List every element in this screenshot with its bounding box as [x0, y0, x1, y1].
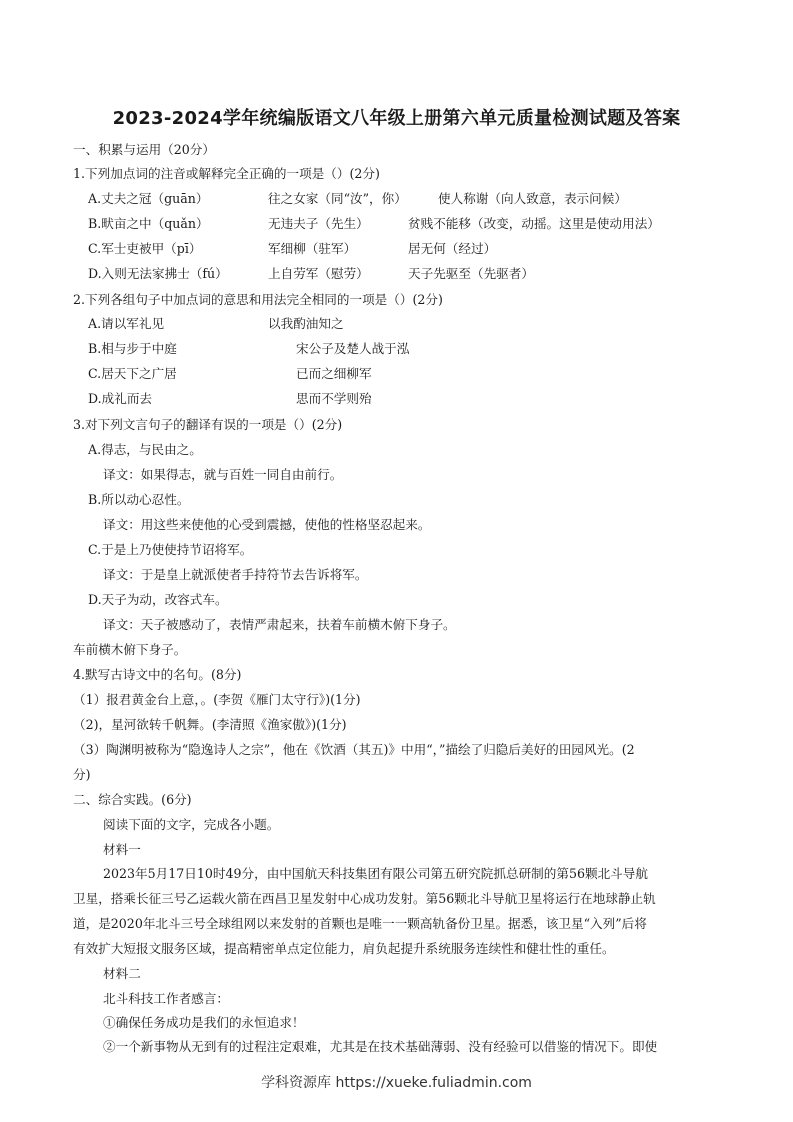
material-1-line-2: 卫星，搭乘长征三号乙运载火箭在西昌卫星发射中心成功发射。第56颗北斗导航卫星将运行在地球静止轨 [73, 891, 656, 906]
q1-option-a2: 往之女家（同“汝”，你） [268, 191, 407, 206]
q1-option-a3: 使人称谢（向人致意，表示问候） [438, 191, 627, 206]
q3-translation-d: 译文：天子被感动了，表情严肃起来，扶着车前横木俯下身子。 [103, 617, 456, 632]
q3-translation-a: 译文：如果得志，就与百姓一同自由前行。 [103, 467, 343, 482]
document-title: 2023-2024学年统编版语文八年级上册第六单元质量检测试题及答案 [112, 108, 681, 129]
q2-option-d1: D.成礼而去 [88, 391, 153, 406]
comment-1: ①确保任务成功是我们的永恒追求！ [103, 1015, 305, 1030]
comment-2: ②一个新事物从无到有的过程注定艰难，尤其是在技术基础薄弱、没有经验可以借鉴的情况下。即使 [103, 1039, 658, 1054]
q3-option-d: D.天子为动，改容式车。 [88, 592, 228, 607]
q2-option-c2: 已而之细柳军 [296, 366, 372, 381]
q2-option-a1: A.请以军礼见 [88, 316, 165, 331]
q1-option-b3: 贫贱不能移（改变，动摇。这里是使动用法） [408, 216, 660, 231]
q4-item-3: （3）陶渊明被称为“隐逸诗人之宗”，他在《饮酒（其五)》中用“，”描绘了归隐后美好的田园风光。(2 [73, 742, 635, 757]
material-1-line-1: 2023年5月17日10时49分，由中国航天科技集团有限公司第五研究院抓总研制的第56颗北斗导航 [103, 866, 648, 881]
q1-option-c2: 军细柳（驻军） [268, 241, 357, 256]
q1-option-b1: B.畎亩之中（quǎn） [88, 216, 209, 231]
q4-item-1: （1）报君黄金台上意，。(李贺《雁门太守行》)(1分) [73, 692, 361, 707]
q1-option-b2: 无违夫子（先生） [268, 216, 369, 231]
question-1: 1.下列加点词的注音或解释完全正确的一项是（）(2分) [73, 166, 380, 181]
q1-option-c3: 居无何（经过） [408, 241, 497, 256]
material-1-line-3: 道，是2020年北斗三号全球组网以来发射的首颗也是唯一一颗高轨备份卫星。据悉，该卫星“入列”后将 [73, 916, 647, 931]
q1-option-d3: 天子先驱至（先驱者） [408, 266, 534, 281]
section-heading-2: 二、综合实践。(6分) [73, 792, 192, 807]
q4-item-2: （2)，星河欲转千帆舞。(李清照《渔家傲》)(1分) [73, 717, 347, 732]
section-heading-1: 一、积累与运用（20分） [73, 142, 215, 157]
q3-option-c: C.于是上乃使使持节诏将军。 [88, 542, 253, 557]
reading-intro: 阅读下面的文字，完成各小题。 [103, 817, 280, 832]
question-3: 3.对下列文言句子的翻译有误的一项是（）(2分) [73, 417, 343, 432]
question-4: 4.默写古诗文中的名句。(8分) [73, 667, 242, 682]
footer-watermark: 学科资源库 https://xueke.fuliadmin.com [261, 1075, 532, 1091]
question-2: 2.下列各组句子中加点词的意思和用法完全相同的一项是（）(2分) [73, 292, 443, 307]
q4-item-3-cont: 分) [73, 767, 91, 782]
q3-extra-line: 车前横木俯下身子。 [73, 642, 187, 657]
q1-option-d2: 上自劳军（慰劳） [268, 266, 369, 281]
q3-translation-c: 译文：于是皇上就派使者手持符节去告诉将军。 [103, 567, 368, 582]
q2-option-b2: 宋公子及楚人战于泓 [296, 341, 410, 356]
q2-option-b1: B.相与步于中庭 [88, 341, 177, 356]
material-2-label: 材料二 [103, 966, 141, 981]
q2-option-c1: C.居天下之广居 [88, 366, 177, 381]
material-1-line-4: 有效扩大短报文服务区域，提高精密单点定位能力，肩负起提升系统服务连续性和健壮性的重任。 [73, 941, 615, 956]
q2-option-a2: 以我酌油知之 [268, 316, 344, 331]
material-2-intro: 北斗科技工作者感言： [103, 991, 229, 1006]
q3-option-a: A.得志，与民由之。 [88, 442, 202, 457]
q1-option-d1: D.入则无法家拂士（fú） [88, 266, 228, 281]
q2-option-d2: 思而不学则殆 [296, 391, 372, 406]
q3-translation-b: 译文：用这些来使他的心受到震撼，使他的性格坚忍起来。 [103, 517, 431, 532]
q3-option-b: B.所以动心忍性。 [88, 492, 190, 507]
material-1-label: 材料一 [103, 842, 141, 857]
q1-option-a1: A.丈夫之冠（guān） [88, 191, 209, 206]
q1-option-c1: C.军士吏被甲（pī） [88, 241, 202, 256]
